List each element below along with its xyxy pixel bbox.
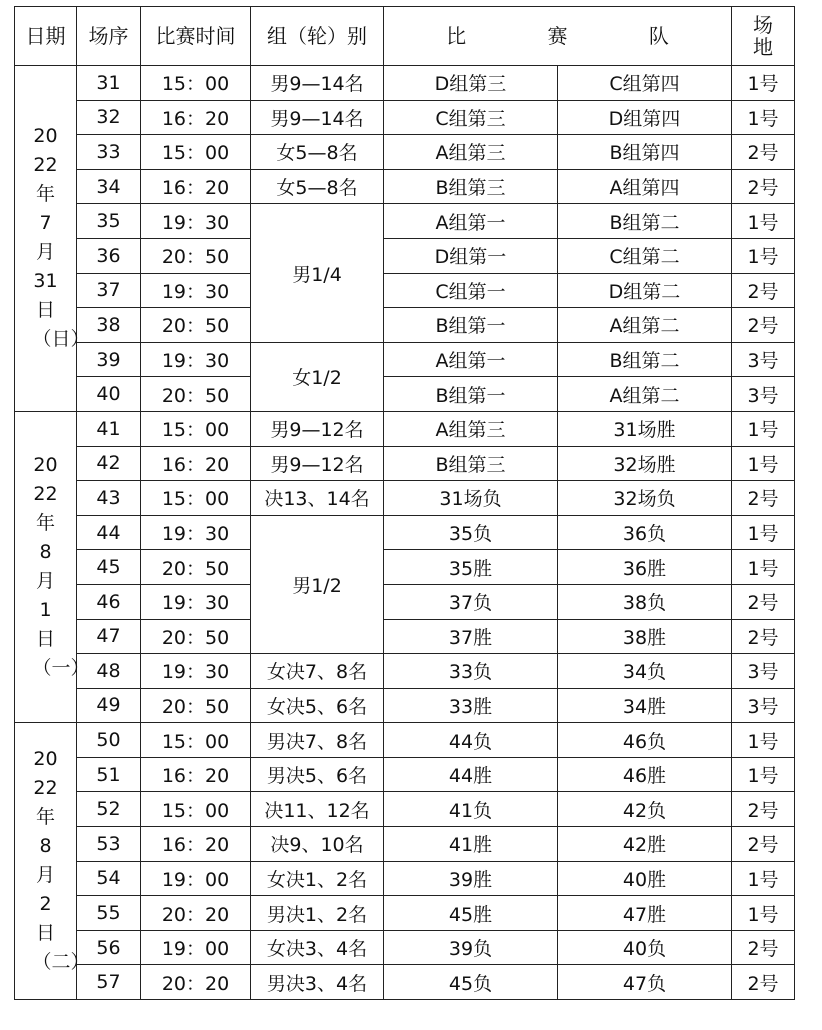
match-seq: 40 [77,377,141,412]
match-row [15,550,795,585]
match-group: 女决5、6名 [251,688,384,723]
team-two: 31场胜 [558,411,732,446]
match-row [15,169,795,204]
match-group: 女5—8名 [251,135,384,170]
match-seq: 48 [77,654,141,689]
match-group: 男决3、4名 [251,965,384,1000]
match-row [15,861,795,896]
date-label: 2022年8月2日（二） [32,748,90,974]
match-group: 决11、12名 [251,792,384,827]
team-one: 31场负 [384,481,558,516]
header-venue-label: 场 地 [753,13,773,59]
match-seq: 52 [77,792,141,827]
match-seq: 42 [77,446,141,481]
team-one: 37胜 [384,619,558,654]
date-cell [15,411,90,722]
match-time: 19：30 [141,654,251,689]
match-group: 女决7、8名 [251,654,384,689]
team-two: 34负 [558,654,732,689]
date-label: 2022年7月31日（日） [32,125,90,351]
match-venue: 2号 [732,792,795,827]
match-time: 16：20 [141,827,251,862]
team-one: B组第一 [384,377,558,412]
header-group: 组（轮）别 [251,7,384,66]
header-teams-char-1: 比 [446,24,467,48]
match-seq: 34 [77,169,141,204]
team-two: A组第二 [558,308,732,343]
team-two: C组第四 [558,66,732,101]
team-one: B组第一 [384,308,558,343]
match-venue: 3号 [732,342,795,377]
match-group: 决13、14名 [251,481,384,516]
match-seq: 37 [77,273,141,308]
team-two: D组第二 [558,273,732,308]
match-row [15,308,795,343]
match-time: 20：50 [141,377,251,412]
match-seq: 54 [77,861,141,896]
date-label: 2022年8月1日（一） [32,454,90,680]
match-row [15,100,795,135]
team-two: 40负 [558,930,732,965]
match-group: 男决7、8名 [251,723,384,758]
team-one: 44胜 [384,757,558,792]
team-one: 45胜 [384,896,558,931]
team-one: B组第三 [384,169,558,204]
match-row [15,515,795,550]
match-seq: 41 [77,411,141,446]
header-row [15,7,795,66]
match-group: 决9、10名 [251,827,384,862]
team-one: 33胜 [384,688,558,723]
match-group: 女决3、4名 [251,930,384,965]
team-two: 40胜 [558,861,732,896]
match-row [15,342,795,377]
team-two: A组第四 [558,169,732,204]
team-two: 38胜 [558,619,732,654]
match-seq: 39 [77,342,141,377]
match-seq: 43 [77,481,141,516]
match-time: 20：50 [141,238,251,273]
team-two: 34胜 [558,688,732,723]
match-time: 16：20 [141,100,251,135]
team-two: D组第四 [558,100,732,135]
match-venue: 1号 [732,515,795,550]
team-one: D组第三 [384,66,558,101]
team-one: D组第一 [384,238,558,273]
header-teams-char-3: 队 [648,24,669,48]
date-cell [15,66,90,412]
match-time: 19：30 [141,204,251,239]
match-seq: 53 [77,827,141,862]
team-two: 32场胜 [558,446,732,481]
match-venue: 3号 [732,688,795,723]
match-seq: 36 [77,238,141,273]
team-one: A组第一 [384,342,558,377]
match-row [15,757,795,792]
team-two: 47胜 [558,896,732,931]
match-time: 16：20 [141,169,251,204]
match-seq: 35 [77,204,141,239]
schedule-table [14,6,795,1000]
match-venue: 2号 [732,619,795,654]
match-venue: 1号 [732,100,795,135]
match-venue: 2号 [732,965,795,1000]
match-row [15,792,795,827]
team-one: 39负 [384,930,558,965]
match-seq: 55 [77,896,141,931]
team-one: 35胜 [384,550,558,585]
match-time: 19：30 [141,515,251,550]
team-two: C组第二 [558,238,732,273]
match-row [15,619,795,654]
match-seq: 32 [77,100,141,135]
team-two: 46胜 [558,757,732,792]
team-one: A组第三 [384,135,558,170]
header-teams [384,7,732,66]
header-seq: 场序 [77,7,141,66]
match-seq: 57 [77,965,141,1000]
team-one: 41胜 [384,827,558,862]
team-two: 42胜 [558,827,732,862]
header-teams-char-2: 赛 [547,24,568,48]
team-two: 46负 [558,723,732,758]
match-time: 19：30 [141,273,251,308]
match-seq: 49 [77,688,141,723]
match-time: 15：00 [141,66,251,101]
match-group: 男9—14名 [251,100,384,135]
match-venue: 2号 [732,169,795,204]
match-time: 19：00 [141,861,251,896]
team-two: B组第二 [558,342,732,377]
match-time: 19：00 [141,930,251,965]
match-venue: 1号 [732,204,795,239]
match-row [15,135,795,170]
match-row [15,411,795,446]
match-seq: 31 [77,66,141,101]
team-one: A组第一 [384,204,558,239]
match-time: 19：30 [141,584,251,619]
match-venue: 1号 [732,757,795,792]
match-seq: 38 [77,308,141,343]
team-two: B组第二 [558,204,732,239]
match-seq: 50 [77,723,141,758]
match-time: 20：50 [141,308,251,343]
match-row [15,273,795,308]
team-two: B组第四 [558,135,732,170]
team-two: 36负 [558,515,732,550]
match-venue: 1号 [732,411,795,446]
team-one: C组第三 [384,100,558,135]
match-venue: 2号 [732,827,795,862]
match-row [15,827,795,862]
match-venue: 2号 [732,273,795,308]
match-row [15,965,795,1000]
team-two: A组第二 [558,377,732,412]
match-venue: 2号 [732,481,795,516]
match-row [15,446,795,481]
match-time: 15：00 [141,481,251,516]
match-venue: 3号 [732,654,795,689]
match-time: 16：20 [141,757,251,792]
match-time: 19：30 [141,342,251,377]
match-seq: 44 [77,515,141,550]
team-two: 47负 [558,965,732,1000]
match-seq: 33 [77,135,141,170]
match-time: 20：20 [141,896,251,931]
match-venue: 1号 [732,723,795,758]
team-one: 35负 [384,515,558,550]
match-time: 15：00 [141,723,251,758]
match-seq: 56 [77,930,141,965]
match-row [15,654,795,689]
match-row [15,930,795,965]
match-venue: 2号 [732,308,795,343]
match-venue: 1号 [732,550,795,585]
team-one: 41负 [384,792,558,827]
match-group: 男9—12名 [251,411,384,446]
team-one: 44负 [384,723,558,758]
team-two: 38负 [558,584,732,619]
match-venue: 3号 [732,377,795,412]
match-group: 男9—12名 [251,446,384,481]
team-two: 36胜 [558,550,732,585]
date-cell [15,723,90,1000]
team-one: 37负 [384,584,558,619]
team-one: 33负 [384,654,558,689]
team-two: 42负 [558,792,732,827]
match-time: 20：50 [141,619,251,654]
match-group: 男1/4 [251,204,384,342]
match-row [15,377,795,412]
team-one: A组第三 [384,411,558,446]
header-date: 日期 [15,7,77,66]
match-venue: 2号 [732,584,795,619]
team-one: B组第三 [384,446,558,481]
match-group: 女5—8名 [251,169,384,204]
match-venue: 1号 [732,238,795,273]
team-two: 32场负 [558,481,732,516]
match-group: 男9—14名 [251,66,384,101]
match-venue: 1号 [732,66,795,101]
team-one: 45负 [384,965,558,1000]
match-group: 男1/2 [251,515,384,653]
match-group: 男决1、2名 [251,896,384,931]
match-seq: 45 [77,550,141,585]
match-time: 15：00 [141,411,251,446]
header-venue [732,7,795,66]
match-seq: 47 [77,619,141,654]
team-one: C组第一 [384,273,558,308]
match-venue: 1号 [732,896,795,931]
match-row [15,896,795,931]
team-one: 39胜 [384,861,558,896]
match-time: 15：00 [141,135,251,170]
match-group: 女决1、2名 [251,861,384,896]
match-time: 20：20 [141,965,251,1000]
match-venue: 1号 [732,446,795,481]
match-time: 20：50 [141,688,251,723]
match-row [15,584,795,619]
match-group: 男决5、6名 [251,757,384,792]
match-row [15,238,795,273]
match-group: 女1/2 [251,342,384,411]
match-seq: 46 [77,584,141,619]
match-seq: 51 [77,757,141,792]
match-time: 15：00 [141,792,251,827]
match-row [15,481,795,516]
match-time: 20：50 [141,550,251,585]
match-row [15,204,795,239]
match-row [15,688,795,723]
match-time: 16：20 [141,446,251,481]
match-row [15,66,795,101]
match-venue: 2号 [732,930,795,965]
match-venue: 1号 [732,861,795,896]
match-row [15,723,795,758]
header-time: 比赛时间 [141,7,251,66]
match-venue: 2号 [732,135,795,170]
